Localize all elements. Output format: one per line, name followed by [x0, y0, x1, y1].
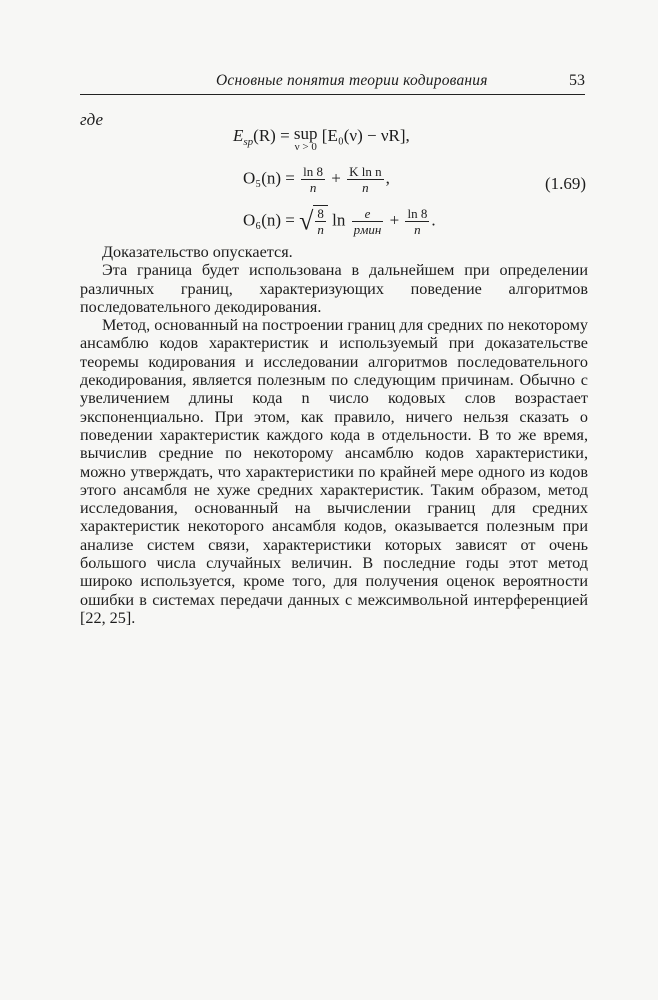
- fraction: $\frac{\ln 8}{n}$: [303, 164, 323, 195]
- fraction: $\frac{\ln 8}{n}$: [407, 206, 428, 237]
- where-label: где: [80, 110, 103, 129]
- equation-esp: $E_{sp}(R)$ = sup ν > 0 [E₀(ν) − νR],: [233, 124, 410, 153]
- paragraph-method: Метод, основанный на построении границ для средних по некоторому ансамблю кодов характеристик и используемый при доказательстве теоремы кодирования и исследовании алгоритмов последовательного декодирования, является полезным по следующим причинам. Обычно с увеличением длины кода n число кодовых слов возрастает экспоненциально. При этом, как правило, ничего нельзя сказать о поведении характеристик каждого кода в отдельности. В то же время, вычислив средние по некоторому ансамблю кодов характеристики, можно утверждать, что характеристики по крайней мере одного из кодов этого ансамбля не хуже средних характеристик. Таким образом, метод исследования, основанный на вычислении границ для средних характеристик некоторого ансамбля кодов, оказывается полезным при анализе систем связи, характеристики которых зависят от очень большого числа случайных величин. В последние годы этот метод широко используется, кроме того, для получения оценок вероятности ошибки в системах передачи данных с межсимвольной интерференцией [22, 25].: [80, 316, 588, 627]
- fraction: $\frac{e}{\text{pмин}}$: [353, 206, 382, 237]
- equation-o5: O₅(n) = $\frac{\ln 8}{n}$ + $\frac{\text{K ln n}}{n}$ ,: [243, 164, 390, 195]
- paragraph-proof-omitted: Доказательство опускается.: [102, 243, 293, 261]
- equation-o6: O₆(n) = √ $\frac{8}{n}$ ln $\frac{e}{\text{pмин}}$ + $\frac{\ln 8}{n}$ .: [243, 206, 436, 237]
- body-text: [80, 243, 588, 627]
- equation-number: (1.69): [545, 174, 587, 193]
- sqrt-icon: √: [299, 206, 314, 236]
- page-number: 53: [569, 72, 585, 89]
- running-title: Основные понятия теории кодирования: [216, 72, 488, 89]
- fraction: $\frac{\text{K ln n}}{n}$: [349, 164, 382, 195]
- page-header: [80, 72, 585, 95]
- paragraph-bound-usage: Эта граница будет использована в дальнейшем при определении различных границ, характеризующих поведение алгоритмов последовательного декодирования.: [80, 261, 588, 316]
- fraction: $\frac{8}{n}$: [317, 206, 324, 237]
- sup-operator: sup ν > 0: [293, 124, 318, 153]
